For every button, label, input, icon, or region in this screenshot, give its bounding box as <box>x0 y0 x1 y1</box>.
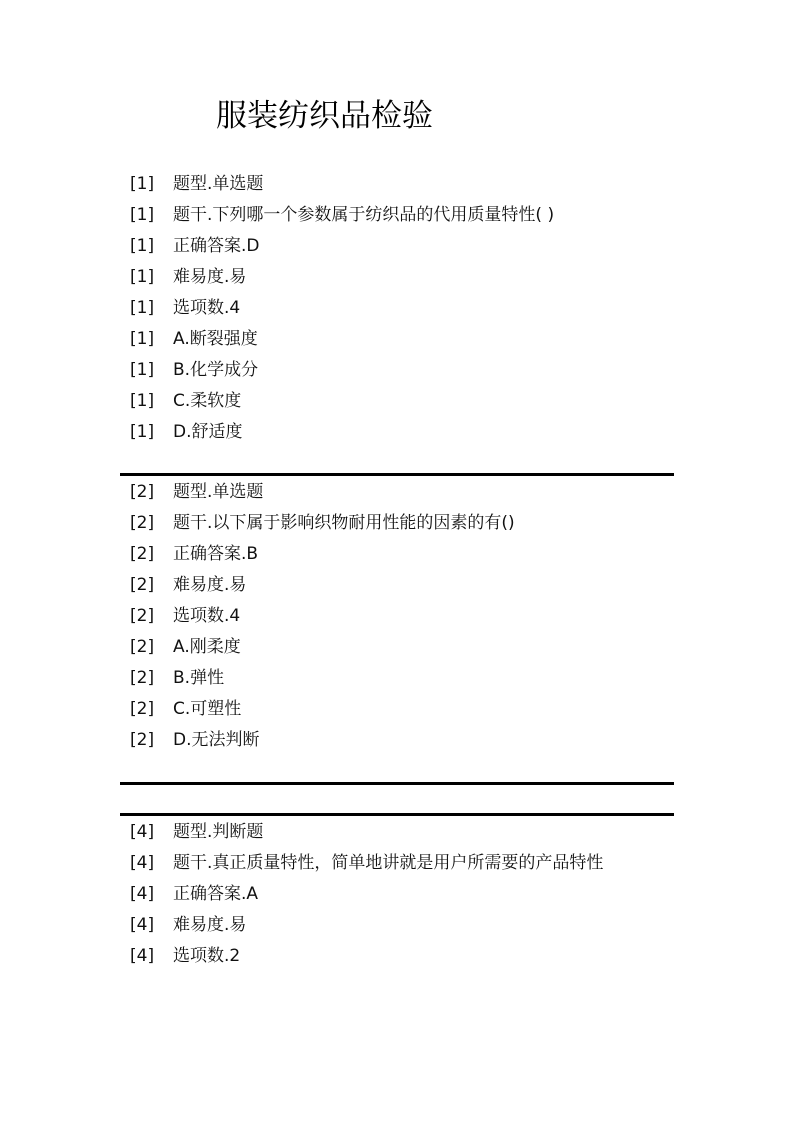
question-type-row <box>130 169 690 200</box>
option-d: D.无法判断 <box>173 730 260 750</box>
question-number: [1] <box>130 329 155 349</box>
question-stem: 题干.下列哪一个参数属于纺织品的代用质量特性( ) <box>173 205 555 225</box>
difficulty: 难易度.易 <box>173 267 247 287</box>
option-count-row <box>130 941 690 972</box>
question-stem-row <box>130 200 690 231</box>
question-number: [4] <box>130 853 155 873</box>
question-type: 题型.单选题 <box>173 174 264 194</box>
option-c: C.柔软度 <box>173 391 242 411</box>
option-c-row <box>130 694 690 725</box>
option-a: A.刚柔度 <box>173 637 241 657</box>
question-number: [2] <box>130 482 155 502</box>
question-stem: 题干.真正质量特性，简单地讲就是用户所需要的产品特性 <box>173 853 604 873</box>
difficulty: 难易度.易 <box>173 575 247 595</box>
question-block-4 <box>130 817 690 972</box>
document-title: 服装纺织品检验 <box>216 98 433 134</box>
correct-answer: 正确答案.D <box>173 236 260 256</box>
option-d-row <box>130 417 690 448</box>
question-stem: 题干.以下属于影响织物耐用性能的因素的有() <box>173 513 515 533</box>
question-number: [2] <box>130 513 155 533</box>
option-count: 选项数.4 <box>173 606 241 626</box>
option-b: B.弹性 <box>173 668 225 688</box>
question-number: [1] <box>130 391 155 411</box>
option-count: 选项数.2 <box>173 946 241 966</box>
question-number: [4] <box>130 884 155 904</box>
question-type: 题型.判断题 <box>173 822 264 842</box>
option-count-row <box>130 601 690 632</box>
question-number: [2] <box>130 637 155 657</box>
difficulty-row <box>130 262 690 293</box>
option-c-row <box>130 386 690 417</box>
question-number: [1] <box>130 236 155 256</box>
option-count: 选项数.4 <box>173 298 241 318</box>
question-number: [4] <box>130 915 155 935</box>
question-stem-row <box>130 848 690 879</box>
question-number: [2] <box>130 544 155 564</box>
question-number: [1] <box>130 360 155 380</box>
question-number: [1] <box>130 267 155 287</box>
divider-line <box>120 813 674 816</box>
answer-row <box>130 231 690 262</box>
question-number: [1] <box>130 298 155 318</box>
option-a-row <box>130 632 690 663</box>
question-number: [2] <box>130 606 155 626</box>
question-type-row <box>130 817 690 848</box>
option-a-row <box>130 324 690 355</box>
question-block-1 <box>130 169 690 448</box>
correct-answer: 正确答案.B <box>173 544 259 564</box>
divider-line <box>120 782 674 785</box>
difficulty: 难易度.易 <box>173 915 247 935</box>
question-type-row <box>130 477 690 508</box>
option-b-row <box>130 663 690 694</box>
option-b: B.化学成分 <box>173 360 259 380</box>
answer-row <box>130 539 690 570</box>
question-number: [1] <box>130 422 155 442</box>
question-number: [4] <box>130 946 155 966</box>
question-block-2 <box>130 477 690 756</box>
difficulty-row <box>130 570 690 601</box>
option-d: D.舒适度 <box>173 422 243 442</box>
answer-row <box>130 879 690 910</box>
question-number: [2] <box>130 730 155 750</box>
question-number: [1] <box>130 174 155 194</box>
question-number: [2] <box>130 699 155 719</box>
option-d-row <box>130 725 690 756</box>
question-number: [2] <box>130 575 155 595</box>
question-number: [2] <box>130 668 155 688</box>
difficulty-row <box>130 910 690 941</box>
correct-answer: 正确答案.A <box>173 884 259 904</box>
option-b-row <box>130 355 690 386</box>
question-stem-row <box>130 508 690 539</box>
question-number: [1] <box>130 205 155 225</box>
option-count-row <box>130 293 690 324</box>
question-number: [4] <box>130 822 155 842</box>
question-type: 题型.单选题 <box>173 482 264 502</box>
option-c: C.可塑性 <box>173 699 242 719</box>
divider-line <box>120 473 674 476</box>
option-a: A.断裂强度 <box>173 329 258 349</box>
